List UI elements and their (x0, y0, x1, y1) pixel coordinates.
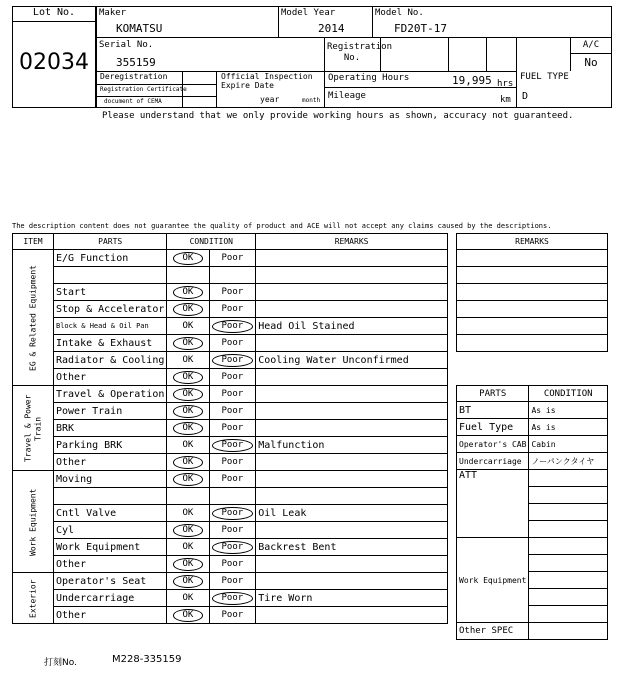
col-remarks-header: REMARKS (256, 234, 448, 250)
table-row (13, 267, 448, 284)
poor-label: Poor (221, 253, 244, 263)
table-row (13, 454, 448, 471)
poor-label: Poor (221, 389, 244, 399)
ok-circled: OK (173, 524, 204, 537)
lot-divider (12, 21, 96, 22)
cema-label: document of CEMA (104, 98, 162, 105)
table-row (13, 318, 448, 335)
table-row (13, 539, 448, 556)
ok-cell (167, 403, 209, 420)
ok-label: OK (182, 508, 194, 518)
stamp-value: M228-335159 (112, 654, 182, 665)
side-row (457, 436, 608, 453)
remark-cell (256, 369, 448, 386)
poor-label: Poor (221, 423, 244, 433)
part-name: Travel & Operation (54, 386, 167, 403)
ok-cell (167, 522, 209, 539)
side-row (457, 623, 608, 640)
remark-cell: Cooling Water Unconfirmed (256, 352, 448, 369)
serial-label: Serial No. (99, 40, 154, 50)
poor-cell (209, 267, 256, 284)
remark-cell (256, 301, 448, 318)
table-row (13, 590, 448, 607)
registration-label: Registration No. (327, 42, 393, 63)
part-name: Cntl Valve (54, 505, 167, 522)
part-name: BRK (54, 420, 167, 437)
operating-hours-label: Operating Hours (328, 73, 410, 83)
ok-cell (167, 607, 209, 624)
side-value-cell (529, 572, 608, 589)
ok-circled: OK (173, 456, 204, 469)
side-part: Undercarriage (457, 453, 529, 470)
poor-cell (209, 607, 256, 624)
table-row (13, 301, 448, 318)
group-label: EG & Related Equipment (13, 250, 54, 386)
table-row (13, 352, 448, 369)
remark-cell: Head Oil Stained (256, 318, 448, 335)
poor-circled: Poor (212, 354, 254, 367)
poor-cell (209, 590, 256, 607)
ok-cell (167, 539, 209, 556)
side-remarks-table (456, 233, 608, 352)
side-part: Operator's CAB (457, 436, 529, 453)
poor-label: Poor (221, 559, 244, 569)
operating-hours-value: 19,995 (452, 74, 492, 87)
part-name: Parking BRK (54, 437, 167, 454)
work-equipment-label: Work Equipment (457, 538, 529, 623)
part-name: Moving (54, 471, 167, 488)
part-name (54, 267, 167, 284)
ok-label: OK (182, 355, 194, 365)
side-value-cell (529, 504, 608, 521)
notice-text: Please understand that we only provide working hours as shown, accuracy not guaranteed. (102, 111, 574, 121)
month-label: month (302, 97, 321, 104)
poor-cell (209, 420, 256, 437)
ok-circled: OK (173, 558, 204, 571)
inspection-label: Official Inspection Expire Date (221, 72, 313, 90)
remark-cell (256, 267, 448, 284)
table-row (13, 335, 448, 352)
att-label: ATT (457, 470, 529, 538)
remark-cell: Malfunction (256, 437, 448, 454)
poor-label: Poor (221, 406, 244, 416)
side-remarks-row (457, 284, 608, 301)
side-remarks-row (457, 267, 608, 284)
side-cond: As is (529, 402, 608, 419)
maker-label: Maker (99, 8, 127, 18)
ok-cell (167, 420, 209, 437)
group-label: Exterior (13, 573, 54, 624)
model-no-label: Model No. (375, 8, 424, 18)
table-row (13, 250, 448, 267)
part-name: Other (54, 454, 167, 471)
side-remarks-row (457, 250, 608, 267)
part-name: Undercarriage (54, 590, 167, 607)
remark-cell (256, 522, 448, 539)
side-parts-table (456, 385, 608, 640)
side-value-cell (529, 487, 608, 504)
side-part: Fuel Type (457, 419, 529, 436)
serial-value: 355159 (116, 56, 156, 69)
hrs-label: hrs (497, 79, 514, 89)
ok-cell (167, 573, 209, 590)
poor-label: Poor (221, 338, 244, 348)
table-row (13, 386, 448, 403)
part-name: Stop & Accelerator (54, 301, 167, 318)
table-row (13, 607, 448, 624)
side-remarks-row (457, 335, 608, 352)
poor-cell (209, 437, 256, 454)
lot-label: Lot No. (32, 7, 76, 18)
ok-cell (167, 284, 209, 301)
poor-circled: Poor (212, 541, 254, 554)
ok-cell (167, 250, 209, 267)
ok-circled: OK (173, 371, 204, 384)
part-name (54, 488, 167, 505)
side-parts-header: PARTS (457, 386, 529, 402)
stamp-label: 打刻No. (44, 658, 77, 668)
poor-cell (209, 284, 256, 301)
ok-circled: OK (173, 473, 204, 486)
ac-value: No (584, 56, 598, 69)
ok-cell (167, 437, 209, 454)
remark-cell: Oil Leak (256, 505, 448, 522)
poor-cell (209, 522, 256, 539)
part-name: Intake & Exhaust (54, 335, 167, 352)
poor-label: Poor (221, 304, 244, 314)
ok-cell (167, 590, 209, 607)
other-spec-label: Other SPEC (457, 623, 529, 640)
ac-label: A/C (582, 40, 600, 50)
table-row (13, 369, 448, 386)
poor-label: Poor (221, 457, 244, 467)
ok-cell (167, 318, 209, 335)
table-row (13, 488, 448, 505)
table-row (13, 420, 448, 437)
ok-circled: OK (173, 388, 204, 401)
remark-cell (256, 573, 448, 590)
ok-circled: OK (173, 575, 204, 588)
poor-cell (209, 403, 256, 420)
lot-number: 02034 (19, 50, 89, 75)
ok-cell (167, 301, 209, 318)
part-name: Cyl (54, 522, 167, 539)
poor-cell (209, 352, 256, 369)
side-remarks-row (457, 301, 608, 318)
poor-cell (209, 386, 256, 403)
remark-cell (256, 556, 448, 573)
side-row (457, 453, 608, 470)
remark-cell (256, 284, 448, 301)
poor-circled: Poor (212, 320, 254, 333)
part-name: Start (54, 284, 167, 301)
side-value-cell (529, 606, 608, 623)
side-cond: ノーパンクタイヤ (529, 453, 608, 470)
poor-cell (209, 539, 256, 556)
fuel-type-value: D (522, 91, 529, 102)
poor-cell (209, 454, 256, 471)
ok-cell (167, 471, 209, 488)
remark-cell (256, 250, 448, 267)
year-label: year (260, 95, 280, 104)
poor-label: Poor (221, 372, 244, 382)
remark-cell (256, 471, 448, 488)
part-name: Block & Head & Oil Pan (54, 318, 167, 335)
model-year-label: Model Year (281, 8, 336, 18)
side-row (457, 419, 608, 436)
group-label: Work Equipment (13, 471, 54, 573)
remark-cell: Backrest Bent (256, 539, 448, 556)
ok-circled: OK (173, 405, 204, 418)
side-remarks-header: REMARKS (457, 234, 608, 250)
poor-circled: Poor (212, 439, 254, 452)
ok-circled: OK (173, 252, 204, 265)
ok-cell (167, 488, 209, 505)
side-value-cell (529, 538, 608, 555)
poor-label: Poor (221, 474, 244, 484)
ok-label: OK (182, 542, 194, 552)
remark-cell (256, 386, 448, 403)
km-label: km (500, 95, 511, 105)
col-parts-header: PARTS (54, 234, 167, 250)
poor-cell (209, 301, 256, 318)
part-name: Operator's Seat (54, 573, 167, 590)
side-cond: Cabin (529, 436, 608, 453)
part-name: Other (54, 369, 167, 386)
poor-label: Poor (221, 525, 244, 535)
condition-table (12, 233, 448, 624)
side-row (457, 402, 608, 419)
ok-cell (167, 335, 209, 352)
ok-circled: OK (173, 422, 204, 435)
col-condition-header: CONDITION (167, 234, 256, 250)
remark-cell (256, 420, 448, 437)
ok-label: OK (182, 593, 194, 603)
side-part: BT (457, 402, 529, 419)
group-label: Travel & Power Train (13, 386, 54, 471)
poor-cell (209, 488, 256, 505)
remark-cell: Tire Worn (256, 590, 448, 607)
remark-cell (256, 335, 448, 352)
table-row (13, 556, 448, 573)
ok-circled: OK (173, 303, 204, 316)
poor-label: Poor (221, 576, 244, 586)
poor-cell (209, 471, 256, 488)
ok-cell (167, 505, 209, 522)
table-row (13, 471, 448, 488)
disclaimer-text: The description content does not guarantee the quality of product and ACE will not accept any claims caused by the descriptions. (12, 222, 552, 230)
poor-cell (209, 556, 256, 573)
part-name: Work Equipment (54, 539, 167, 556)
table-row (13, 573, 448, 590)
fuel-type-label: FUEL TYPE (520, 72, 569, 82)
part-name: Other (54, 607, 167, 624)
poor-cell (209, 369, 256, 386)
deregistration-label: Deregistration (100, 72, 168, 81)
table-row (13, 522, 448, 539)
remark-cell (256, 607, 448, 624)
poor-circled: Poor (212, 507, 254, 520)
ok-cell (167, 352, 209, 369)
poor-cell (209, 335, 256, 352)
maker-value: KOMATSU (116, 22, 163, 35)
model-year-value: 2014 (318, 22, 345, 35)
poor-cell (209, 250, 256, 267)
ok-cell (167, 369, 209, 386)
col-item-header: ITEM (13, 234, 54, 250)
ok-cell (167, 556, 209, 573)
poor-cell (209, 573, 256, 590)
ok-cell (167, 454, 209, 471)
ok-cell (167, 267, 209, 284)
side-value-cell (529, 470, 608, 487)
side-remarks-row (457, 318, 608, 335)
remark-cell (256, 403, 448, 420)
poor-circled: Poor (212, 592, 254, 605)
side-row (457, 538, 608, 555)
side-condition-header: CONDITION (529, 386, 608, 402)
poor-label: Poor (221, 287, 244, 297)
ok-cell (167, 386, 209, 403)
remark-cell (256, 454, 448, 471)
poor-cell (209, 318, 256, 335)
table-row (13, 505, 448, 522)
part-name: E/G Function (54, 250, 167, 267)
side-value-cell (529, 521, 608, 538)
ok-label: OK (182, 321, 194, 331)
ok-circled: OK (173, 609, 204, 622)
side-value-cell (529, 623, 608, 640)
part-name: Power Train (54, 403, 167, 420)
model-no-value: FD20T-17 (394, 22, 447, 35)
table-row (13, 437, 448, 454)
side-value-cell (529, 589, 608, 606)
ok-circled: OK (173, 286, 204, 299)
reg-cert-label: Registration Certificate (100, 86, 187, 93)
remark-cell (256, 488, 448, 505)
side-value-cell (529, 555, 608, 572)
poor-label: Poor (221, 610, 244, 620)
side-cond: As is (529, 419, 608, 436)
table-row (13, 284, 448, 301)
mileage-label: Mileage (328, 91, 366, 101)
side-row (457, 470, 608, 487)
part-name: Other (54, 556, 167, 573)
table-row (13, 403, 448, 420)
ok-circled: OK (173, 337, 204, 350)
poor-cell (209, 505, 256, 522)
part-name: Radiator & Cooling (54, 352, 167, 369)
ok-label: OK (182, 440, 194, 450)
